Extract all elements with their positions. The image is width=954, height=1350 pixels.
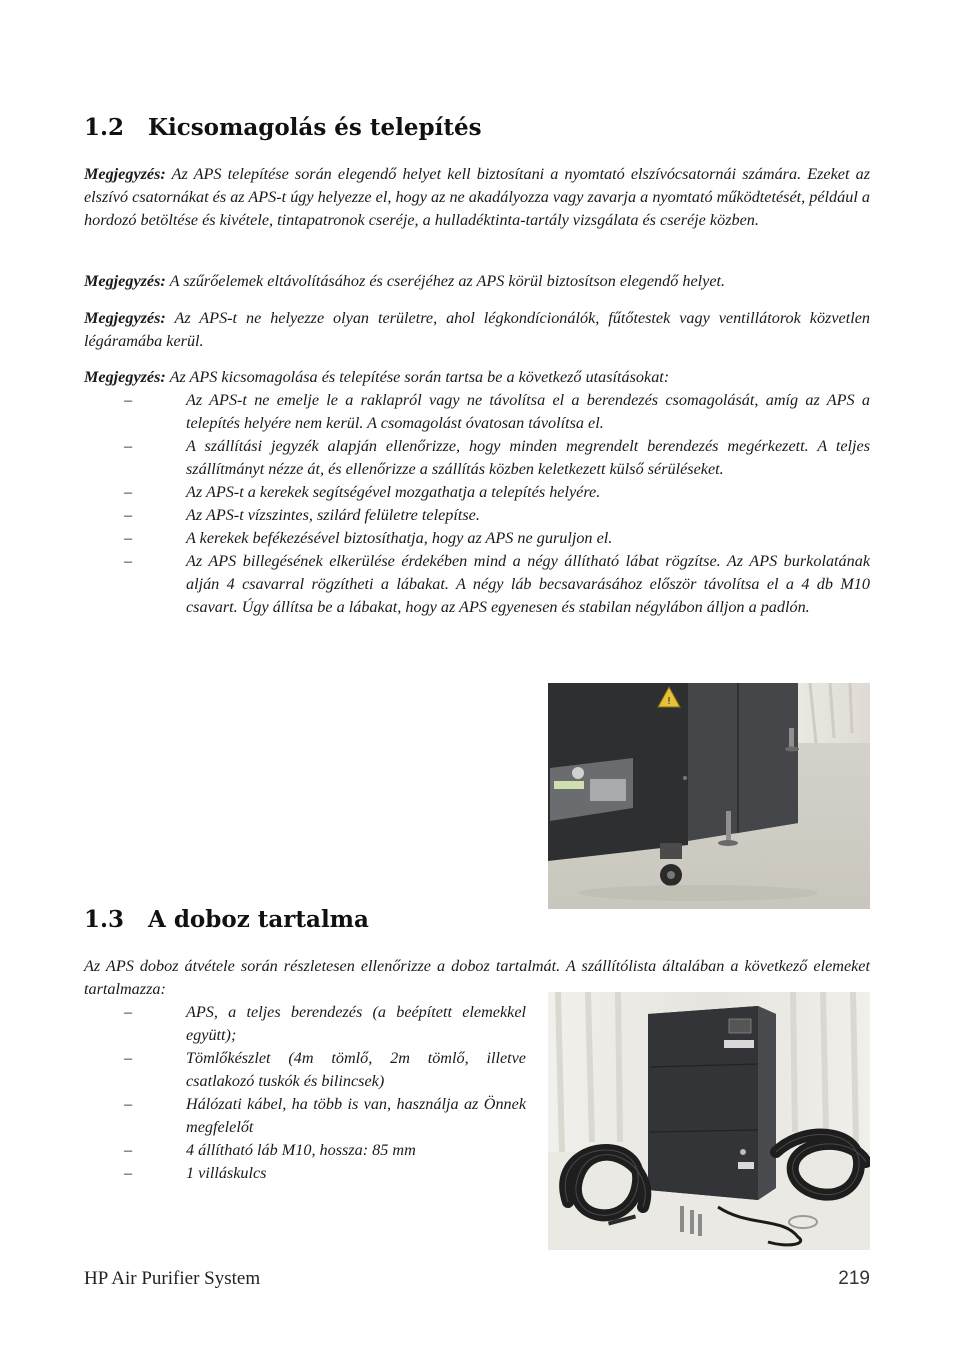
note-label: Megjegyzés: xyxy=(84,368,166,386)
list-item: – A szállítási jegyzék alapján ellenőrizze, hogy minden megrendelt berendezés megérkezett. A teljes szállítmányt nézze át, és ellenőrizze a szállítás közben keletkezett külső sérüléseket. xyxy=(124,437,870,478)
aps-wheels-illustration xyxy=(548,683,870,909)
note-label: Megjegyzés: xyxy=(84,165,166,183)
note-paragraph xyxy=(84,307,870,353)
page-number: 219 xyxy=(838,1268,870,1289)
list-item: – 1 villáskulcs xyxy=(124,1164,267,1182)
note-text: Az APS-t ne helyezze olyan területre, ahol légkondícionálók, fűtőtestek vagy ventillátorok közvetlen légáramába kerül. xyxy=(84,309,870,350)
note-label: Megjegyzés: xyxy=(84,272,166,290)
note-paragraph xyxy=(84,163,870,232)
section-heading-1-3 xyxy=(84,906,369,933)
list-item: – 4 állítható láb M10, hossza: 85 mm xyxy=(124,1141,416,1159)
note-paragraph xyxy=(84,270,870,293)
svg-text:!: ! xyxy=(666,696,672,707)
box-contents-list xyxy=(84,1001,526,1185)
list-item: – Az APS-t ne emelje le a raklapról vagy ne távolítsa el a berendezés csomagolását, amíg az APS a telepítés helyére nem kerül. A csomagolást óvatosan távolítsa el. xyxy=(124,391,870,432)
box-contents-illustration xyxy=(548,992,870,1250)
list-item: – Az APS-t vízszintes, szilárd felületre telepítse. xyxy=(124,506,480,524)
note-text: Az APS kicsomagolása és telepítése során tartsa be a következő utasításokat: xyxy=(165,368,670,386)
list-item: – Tömlőkészlet (4m tömlő, 2m tömlő, illetve csatlakozó tuskók és bilincsek) xyxy=(124,1049,526,1090)
section-title: A doboz tartalma xyxy=(148,906,369,933)
note-label: Megjegyzés: xyxy=(84,309,166,327)
list-item: – Hálózati kábel, ha több is van, használja az Önnek megfelelőt xyxy=(124,1095,526,1136)
note-paragraph xyxy=(84,366,870,389)
footer-product-name: HP Air Purifier System xyxy=(84,1268,261,1289)
note-text: Az APS telepítése során elegendő helyet kell biztosítani a nyomtató elszívócsatornái számára. Ezeket az elszívó csatornákat és az APS-t úgy helyezze el, hogy az ne akadályozza vagy zavarja a nyomtató működtetését, például a hordozó betöltése és kivétele, tintapatronok cseréje, a hulladéktinta-tartály vizsgálata és cseréje közben. xyxy=(84,165,870,229)
installation-steps-list xyxy=(84,389,870,619)
list-item: – A kerekek befékezésével biztosíthatja, hogy az APS ne guruljon el. xyxy=(124,529,613,547)
section-heading-1-2 xyxy=(84,114,482,141)
note-text: A szűrőelemek eltávolításához és cseréjéhez az APS körül biztosítson elegendő helyet. xyxy=(165,272,726,290)
list-item: – Az APS billegésének elkerülése érdekében mind a négy állítható lábat rögzítse. Az APS burkolatának alján 4 csavarral rögzítheti a lábakat. A négy láb becsavarásához először távolítsa el a 4 db M10 csavart. Úgy állítsa be a lábakat, hogy az APS egyenesen és stabilan négylábon álljon a padlón. xyxy=(124,552,870,616)
box-contents-intro: Az APS doboz átvétele során részletesen ellenőrizze a doboz tartalmát. A szállítólista általában a következő elemeket tartalmazza: xyxy=(84,957,870,998)
list-item: – APS, a teljes berendezés (a beépített elemekkel együtt); xyxy=(124,1003,526,1044)
section-title: Kicsomagolás és telepítés xyxy=(148,114,482,141)
section-number: 1.2 xyxy=(84,114,125,141)
box-contents-photo xyxy=(548,992,870,1250)
list-item: – Az APS-t a kerekek segítségével mozgathatja a telepítés helyére. xyxy=(124,483,601,501)
aps-wheels-photo xyxy=(548,683,870,909)
section-number: 1.3 xyxy=(84,906,125,933)
